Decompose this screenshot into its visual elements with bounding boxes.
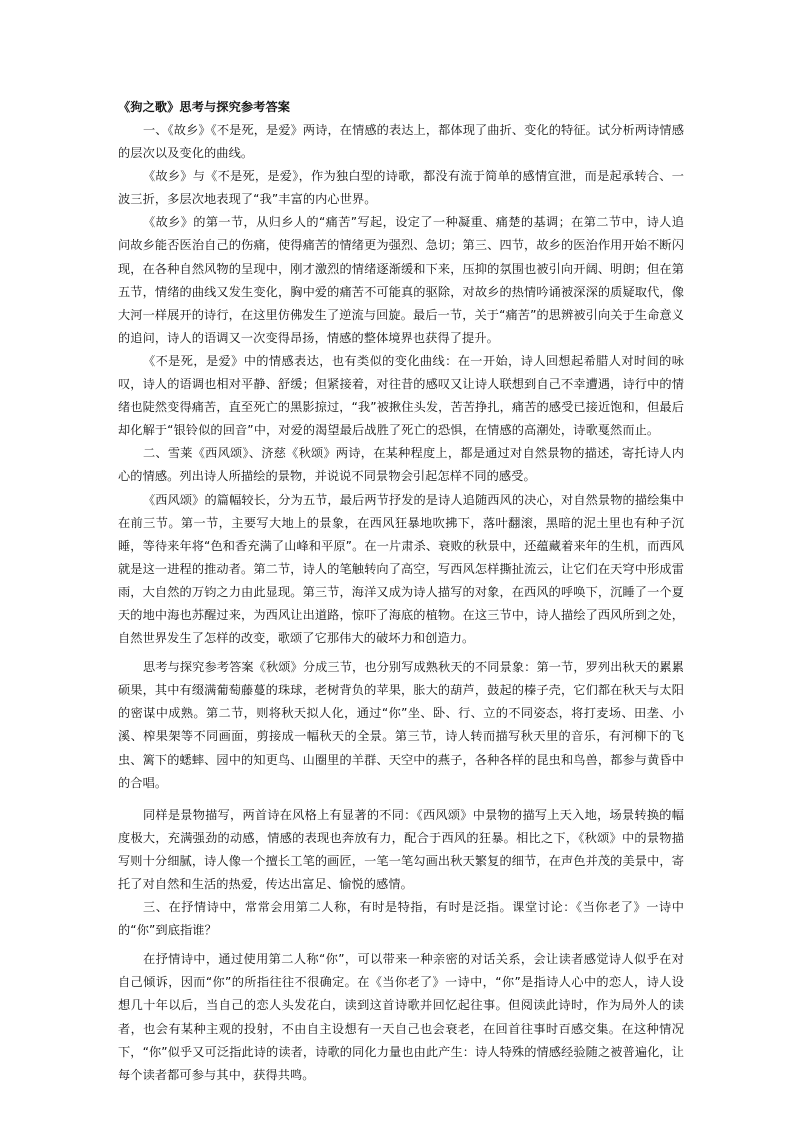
answer-2-xifengsong-paragraph: 《西风颂》的篇幅较长，分为五节，最后两节抒发的是诗人追随西风的决心，对自然景物的描绘集中在前三节。第一节，主要写大地上的景象，在西风狂暴地吹拂下，落叶翻滚，黑暗的泥土里也有种子沉睡，等待来年将“色和香充满了山峰和平原”。在一片肃杀、衰败的秋景中，还蕴藏着来年的生机，而西风就是这一进程的推动者。第二节，诗人的笔触转向了高空，写西风怎样撕扯流云，让它们在天穹中形成雷雨，大自然的万钧之力由此显现。第三节，海洋又成为诗人描写的对象，在西风的呼唤下，沉睡了一个夏天的地中海也苏醒过来，为西风让出道路，惊吓了海底的植物。在这三节中，诗人描绘了西风所到之处，自然世界发生了怎样的改变，歌颂了它那伟大的破坏力和创造力。 [118, 492, 684, 646]
answer-1-busisi-paragraph: 《不是死，是爱》中的情感表达，也有类似的变化曲线：在一开始，诗人回想起希腊人对时间的咏叹，诗人的语调也相对平静、舒缓；但紧接着，对往昔的感叹又让诗人联想到自己不幸遭遇，诗行中的情绪也陡然变得痛苦，直至死亡的黑影掠过，“我”被揪住头发，苦苦挣扎，痛苦的感受已接近饱和，但最后却化解于“银铃似的回音”中，对爱的渴望最后战胜了死亡的恐惧，在情感的高潮处，诗歌戛然而止。 [118, 353, 684, 438]
answer-1-guxiang-paragraph: 《故乡》的第一节，从归乡人的“痛苦”写起，设定了一种凝重、痛楚的基调；在第二节中，诗人追问故乡能否医治自己的伤痛，使得痛苦的情绪更为强烈、急切；第三、四节，故乡的医治作用开始不断闪现，在各种自然风物的呈现中，刚才激烈的情绪逐渐缓和下来，压抑的氛围也被引向开阔、明朗；但在第五节，情绪的曲线又发生变化，胸中爱的痛苦不可能真的驱除，对故乡的热情吟诵被深深的质疑取代，像大河一样展开的诗行，在这里仿佛发生了逆流与回旋。最后一节，关于“痛苦”的思辨被引向关于生命意义的追问，诗人的语调又一次变得昂扬，情感的整体境界也获得了提升。 [118, 215, 684, 345]
question-2-paragraph: 二、雪莱《西风颂》、济慈《秋颂》两诗，在某种程度上，都是通过对自然景物的描述，寄托诗人内心的情感。列出诗人所描绘的景物，并说说不同景物会引起怎样不同的感受。 [118, 446, 684, 484]
question-1-paragraph: 一、《故乡》《不是死，是爱》两诗，在情感的表达上，都体现了曲折、变化的特征。试分析两诗情感的层次以及变化的曲线。 [118, 123, 684, 161]
document-page [118, 96, 684, 1087]
answer-2-qiusong-paragraph: 思考与探究参考答案《秋颂》分成三节，也分别写成熟秋天的不同景象：第一节，罗列出秋天的累累硕果，其中有缀满葡萄藤蔓的珠球，老树背负的苹果，胀大的葫芦，鼓起的榛子壳，它们都在秋天与太阳的密谋中成熟。第二节，则将秋天拟人化，通过“你”坐、卧、行、立的不同姿态，将打麦场、田垄、小溪、榨果架等不同画面，剪接成一幅秋天的全景。第三节，诗人转而描写秋天里的音乐，有河柳下的飞虫、篱下的蟋蟀、园中的知更鸟、山圈里的羊群、天空中的燕子，各种各样的昆虫和鸟兽，都参与黄昏中的合唱。 [118, 660, 684, 790]
answer-1-intro-paragraph: 《故乡》与《不是死，是爱》，作为独白型的诗歌，都没有流于简单的感情宣泄，而是起承转合、一波三折，多层次地表现了“我”丰富的内心世界。 [118, 169, 684, 207]
answer-2-comparison-paragraph: 同样是景物描写，两首诗在风格上有显著的不同：《西风颂》中景物的描写上天入地，场景转换的幅度极大，充满强劲的动感，情感的表现也奔放有力，配合于西风的狂暴。相比之下，《秋颂》中的景物描写则十分细腻，诗人像一个擅长工笔的画匠，一笔一笔勾画出秋天繁复的细节，在声色并茂的美景中，寄托了对自然和生活的热爱，传达出富足、愉悦的感情。 [118, 807, 684, 891]
question-3-paragraph: 三、在抒情诗中，常常会用第二人称，有时是特指，有时是泛指。课堂讨论：《当你老了》一诗中的“你”到底指谁？ [118, 900, 684, 938]
document-title: 《狗之歌》思考与探究参考答案 [118, 100, 291, 114]
answer-3-paragraph: 在抒情诗中，通过使用第二人称“你”，可以带来一种亲密的对话关系，会让读者感觉诗人似乎在对自己倾诉，因而“你”的所指往往不很确定。在《当你老了》一诗中，“你”是指诗人心中的恋人，诗人设想几十年以后，当自己的恋人头发花白，读到这首诗歌并回忆起往事。但阅读此诗时，作为局外人的读者，也会有某种主观的投射，不由自主设想有一天自己也会衰老，在回首往事时百感交集。在这种情况下，“你”似乎又可泛指此诗的读者，诗歌的同化力量也由此产生：诗人特殊的情感经验随之被普遍化，让每个读者都可参与其中，获得共鸣。 [118, 952, 684, 1082]
